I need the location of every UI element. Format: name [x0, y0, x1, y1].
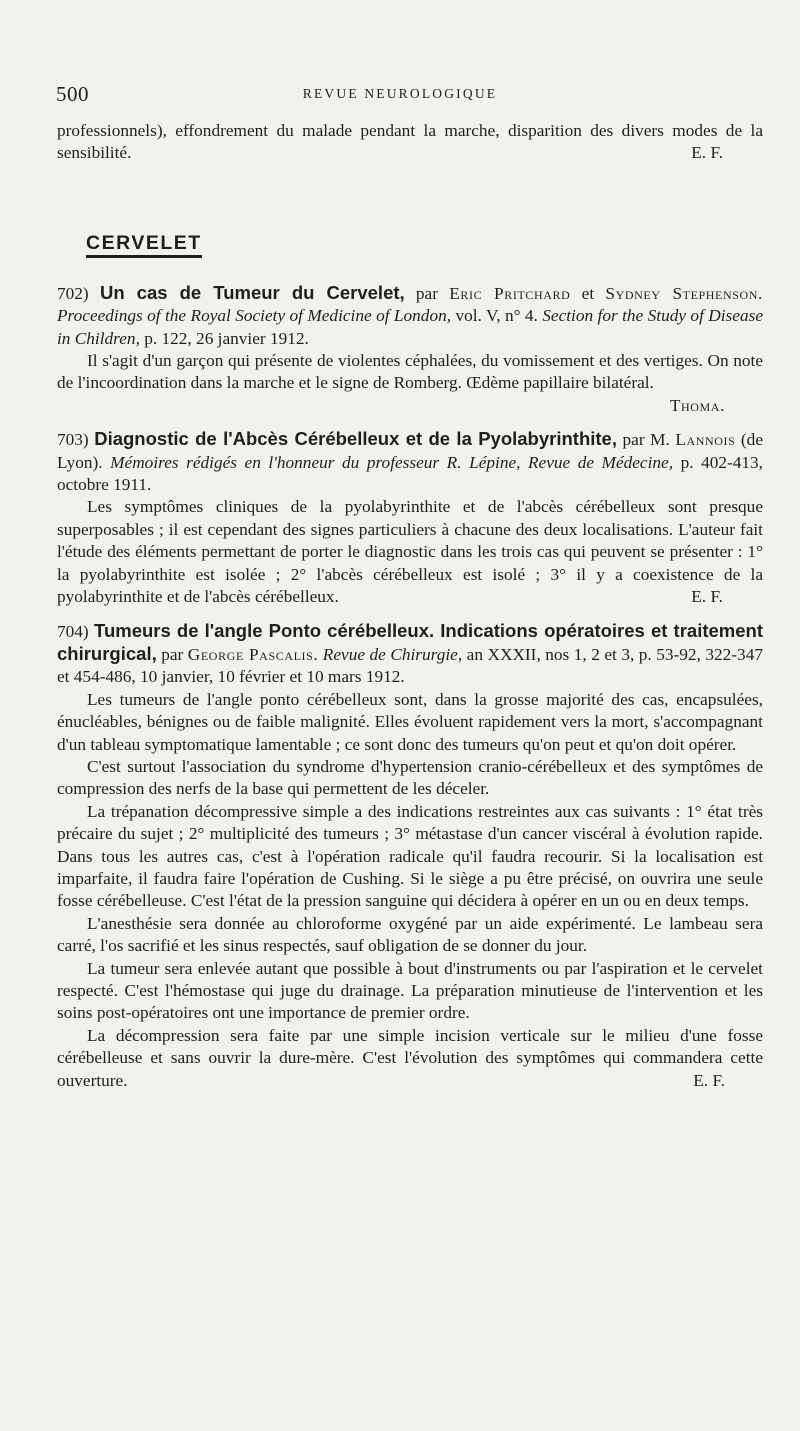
entry-by: par [404, 283, 450, 303]
entry-704-paragraph-5: La tumeur sera enlevée autant que possible à bout d'instruments ou par l'aspiration et le cervelet respecté. C'est l'hémostase qui juge du drainage. La préparation minutieuse de l'intervention et les soins post-opératoires ont une importance de premier ordre. [57, 958, 763, 1023]
entry-author: Lannois [675, 430, 736, 450]
entry-702-head [57, 282, 763, 350]
entry-affiliation: (de Lyon). [57, 430, 763, 472]
entry-source-detail-2: p. 122, 26 janvier 1912. [139, 328, 309, 348]
entry-703 [57, 428, 763, 608]
entry-source-2: Section for the Study of Disease in Children, [57, 306, 763, 348]
entry-title: Tumeurs de l'angle Ponto cérébelleux. Indications opératoires et traitement chirurgical, [57, 619, 763, 664]
entry-by: par [156, 644, 188, 664]
entry-703-body [57, 496, 763, 608]
entry-body: La décompression sera faite par une simple incision verticale sur le milieu d'une fosse cérébelleuse et sans ouvrir la dure-mère. C'est l'évolution des symptômes qui commandera cette ouverture. [57, 1025, 763, 1090]
entry-by: par M. [616, 430, 676, 450]
entry-number: 703) [57, 430, 89, 450]
page-number: 500 [56, 82, 89, 106]
entry-title: Un cas de Tumeur du Cervelet, [99, 281, 405, 303]
section-title [57, 231, 763, 255]
intro-signature: E. F. [691, 143, 723, 163]
intro-text: professionnels), effondrement du malade pendant la marche, disparition des divers modes de la sensibilité. [57, 121, 763, 163]
entry-signature: E. F. [693, 1070, 725, 1090]
section-title-text: CERVELET [86, 232, 202, 258]
running-title: REVUE NEUROLOGIQUE [302, 86, 498, 101]
entry-704-paragraph-3: La trépanation décompressive simple a des indications restreintes aux cas suivants : 1° état très précaire du sujet ; 2° multiplicité des tumeurs ; 3° métastase d'un cancer viscéral à évolution rapide. Dans tous les autres cas, c'est à l'opération radicale qu'il faudra recourir. Si la localisation est imparfaite, il faudra faire l'opération de Cushing. Si le siège a pu être précisé, on ouvrira une seule fosse cérébelleuse. C'est l'état de la pression sanguine qui décidera à opérer en un ou en deux temps. [57, 801, 763, 911]
entry-author: George Pascalis. [187, 644, 319, 664]
entry-704-paragraph-2: C'est surtout l'association du syndrome d'hypertension cranio-cérébelleux et des symptômes de compression des nerfs de la base qui permettent de les déceler. [57, 756, 763, 799]
intro-paragraph [57, 120, 763, 165]
entry-body: Il s'agit d'un garçon qui présente de violentes céphalées, du vomissement et des vertiges. On note de l'incoordination dans la marche et le signe de Romberg. Œdème papillaire bilatéral. [57, 351, 763, 393]
entry-number: 704) [57, 621, 89, 641]
entry-and: et [570, 283, 606, 303]
entry-signature: Thoma. [669, 395, 725, 415]
entry-source: Revue de Chirurgie, [318, 644, 463, 664]
entry-source: Proceedings of the Royal Society of Medicine of London, [57, 306, 452, 326]
entry-source-detail: an XXXII, nos 1, 2 et 3, p. 53-92, 322-347 et 454-486, 10 janvier, 10 février et 10 mars 1912. [57, 644, 763, 687]
entry-author: Eric Pritchard [449, 283, 571, 303]
entry-704 [57, 620, 763, 1093]
entry-body: Les symptômes cliniques de la pyolabyrinthite et de l'abcès cérébelleux sont presque superposables ; il est cependant des signes particuliers à chacune des deux localisations. L'auteur fait l'étude des éléments permettant de porter le diagnostic dans les trois cas qui peuvent se présenter : 1° la pyolabyrinthite est isolée ; 2° l'abcès cérébelleux est isolé ; 3° il y a coexistence de la pyolabyrinthite et de l'abcès cérébelleux. [57, 497, 763, 607]
page-header [56, 82, 744, 106]
entry-704-paragraph-1: Les tumeurs de l'angle ponto cérébelleux sont, dans la grosse majorité des cas, encapsulées, énucléables, bénignes ou de faible malignité. Elles évoluent rapidement vers la mort, s'accompagnant d'un tableau symptomatique lamentable ; ce sont donc des tumeurs qu'on peut et qu'on doit opérer. [57, 689, 763, 754]
entry-704-head [57, 620, 763, 689]
entry-702 [57, 282, 763, 417]
entry-703-head [57, 428, 763, 496]
page-content [57, 120, 763, 1103]
entry-704-paragraph-4: L'anesthésie sera donnée au chloroforme oxygéné par un aide expérimenté. Le lambeau sera carré, l'os sacrifié et les sinus respectés, sauf obligation de se donner du jour. [57, 913, 763, 956]
entry-title: Diagnostic de l'Abcès Cérébelleux et de la Pyolabyrinthite, [94, 428, 617, 450]
entry-source-detail: vol. V, n° 4. [451, 306, 538, 326]
entry-number: 702) [57, 283, 89, 303]
entry-702-body [57, 350, 763, 417]
entry-signature: E. F. [691, 587, 723, 607]
entry-author-2: Sydney Stephenson. [605, 283, 763, 303]
entry-704-paragraph-6 [57, 1025, 763, 1092]
entry-source: Mémoires rédigés en l'honneur du professeur R. Lépine, Revue de Médecine, [102, 452, 674, 472]
entry-source-detail: p. 402-413, octobre 1911. [57, 452, 763, 495]
